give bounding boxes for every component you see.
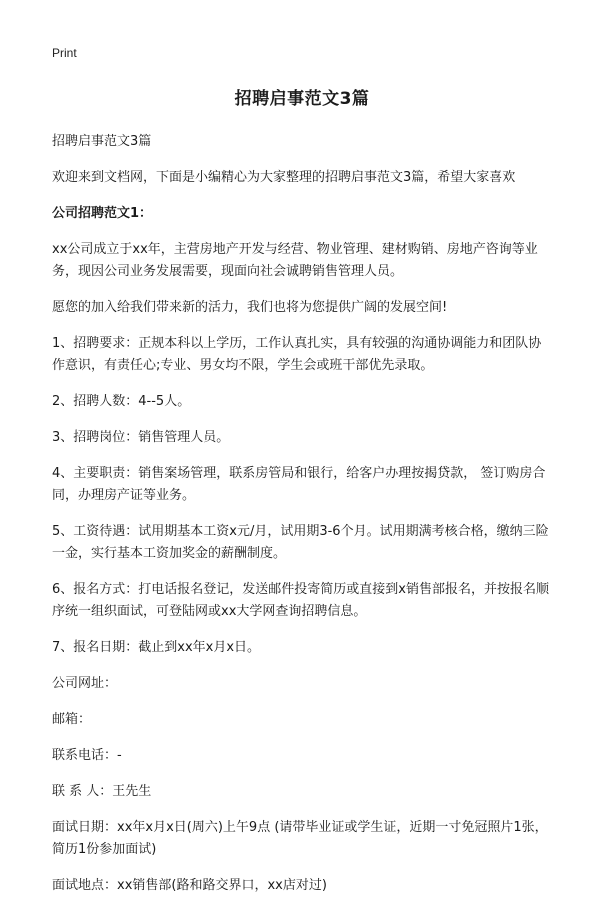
paragraph-salary: 5、工资待遇：试用期基本工资x元/月，试用期3-6个月。试用期满考核合格，缴纳三险一金，实行基本工资加奖金的薪酬制度。: [52, 524, 549, 561]
paragraph-apply-method: 6、报名方式：打电话报名登记，发送邮件投寄简历或直接到x销售部报名，并按报名顺序统一组织面试，可登陆网或xx大学网查询招聘信息。: [52, 582, 549, 619]
paragraph-position: 3、招聘岗位：销售管理人员。: [52, 430, 230, 445]
paragraph-welcome: 愿您的加入给我们带来新的活力，我们也将为您提供广阔的发展空间!: [52, 300, 448, 315]
paragraph-headcount: 2、招聘人数：4--5人。: [52, 394, 191, 409]
document-body: [52, 84, 552, 911]
paragraph-website: 公司网址：: [52, 676, 118, 691]
paragraph-interview-date: 面试日期：xx年x月x日(周六)上午9点 (请带毕业证或学生证，近期一寸免冠照片1张，简历1份参加面试): [52, 820, 548, 857]
paragraph-interview-location: 面试地点：xx销售部(路和路交界口，xx店对过): [52, 878, 327, 893]
paragraph-requirements: 1、招聘要求：正规本科以上学历，工作认真扎实，具有较强的沟通协调能力和团队协作意识，有责任心;专业、男女均不限，学生会或班干部优先录取。: [52, 336, 542, 373]
section-heading: 公司招聘范文1：: [52, 206, 153, 221]
paragraph-duties: 4、主要职责：销售案场管理，联系房管局和银行，给客户办理按揭贷款， 签订购房合同，办理房产证等业务。: [52, 466, 546, 503]
paragraph-phone: 联系电话：-: [52, 748, 122, 763]
print-link[interactable]: Print: [52, 46, 77, 60]
paragraph-subtitle: 招聘启事范文3篇: [52, 134, 152, 149]
paragraph-contact: 联 系 人：王先生: [52, 784, 152, 799]
paragraph-company: xx公司成立于xx年，主营房地产开发与经营、物业管理、建材购销、房地产咨询等业务，现因公司业务发展需要，现面向社会诚聘销售管理人员。: [52, 242, 538, 279]
paragraph-email: 邮箱：: [52, 712, 92, 727]
document-title: 招聘启事范文3篇: [234, 89, 370, 109]
paragraph-apply-date: 7、报名日期：截止到xx年x月x日。: [52, 640, 261, 655]
paragraph-intro: 欢迎来到文档网，下面是小编精心为大家整理的招聘启事范文3篇，希望大家喜欢: [52, 170, 516, 185]
